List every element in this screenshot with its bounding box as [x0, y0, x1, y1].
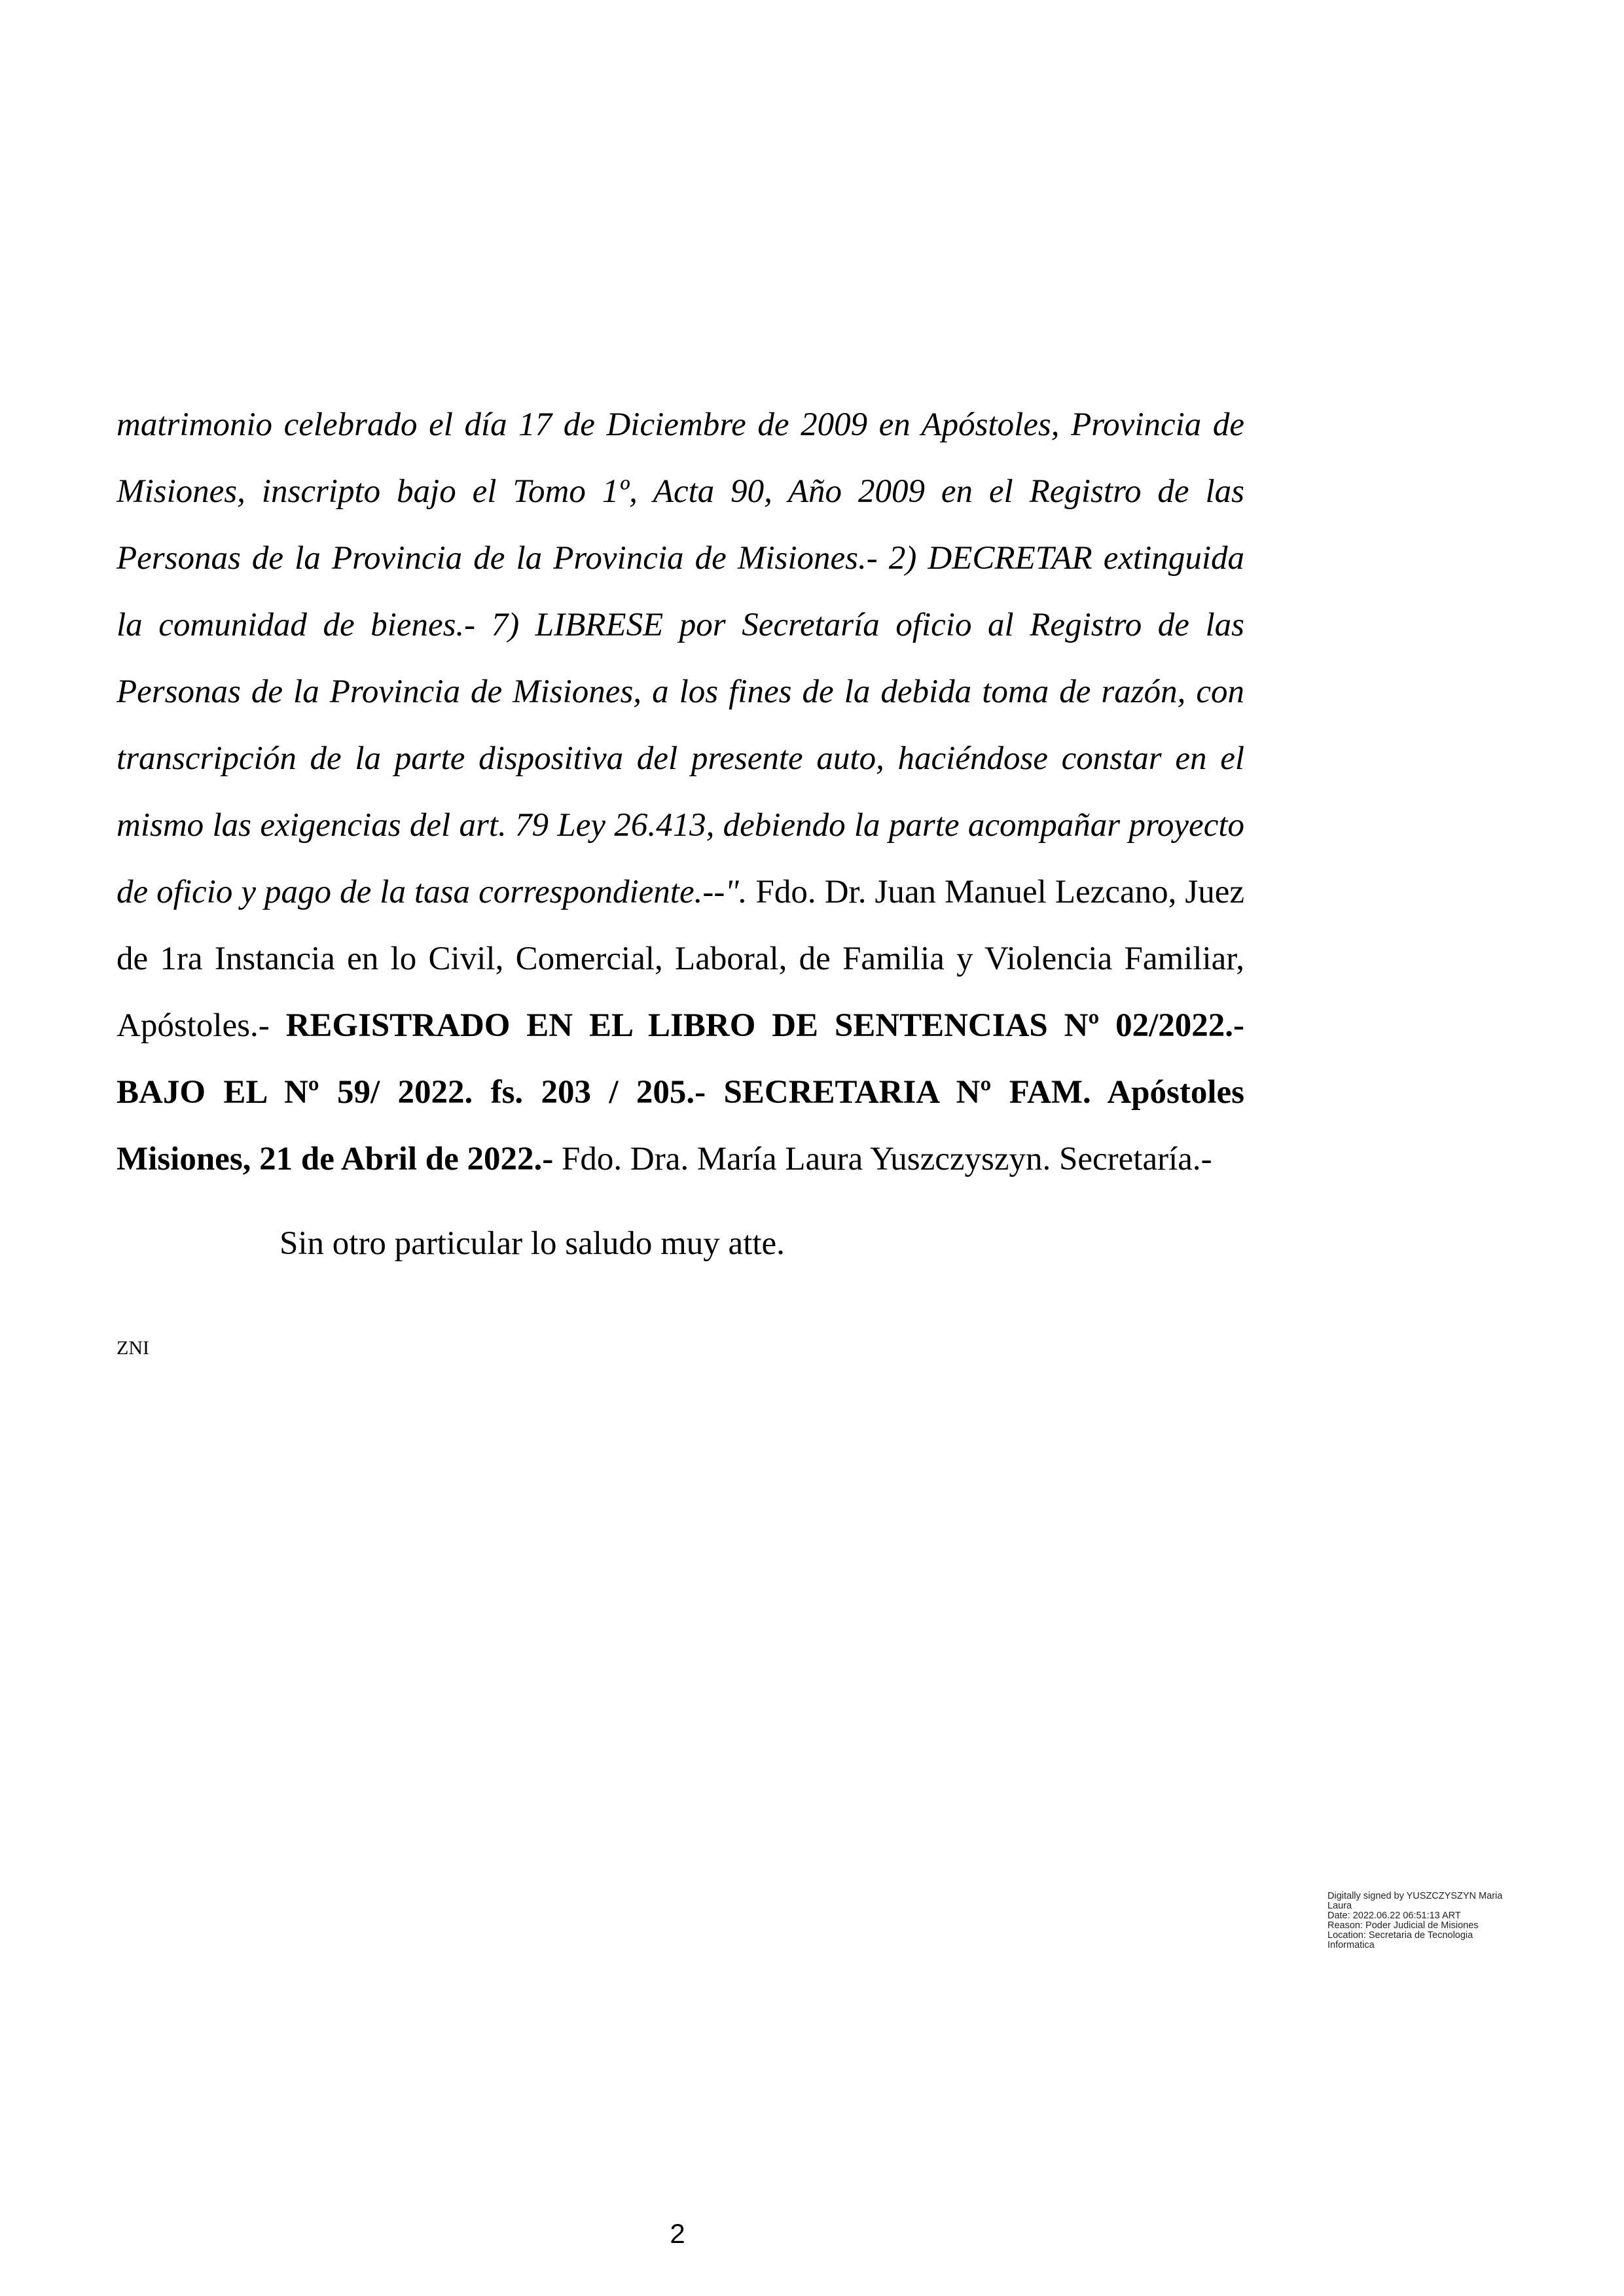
- signature-reason: Reason: Poder Judicial de Misiones: [1327, 1920, 1479, 1931]
- judge-signature-text: Fdo. Dr. Juan Manuel Lezcano, Juez de 1ra Instancia en lo Civil, Comercial, Laboral, de Familia y Violencia Familiar, Apóstoles.-: [117, 874, 1244, 1044]
- quoted-resolution-text: matrimonio celebrado el día 17 de Diciembre de 2009 en Apóstoles, Provincia de Misiones, inscripto bajo el Tomo 1º, Acta 90, Año 2009 en el Registro de las Personas de la Provincia de la Provincia de Misiones.- 2) DECRETAR extinguida la comunidad de bienes.- 7) LIBRESE por Secretaría oficio al Registro de las Personas de la Provincia de Misiones, a los fines de la debida toma de razón, con transcripción de la parte dispositiva del presente auto, haciéndose constar en el mismo las exigencias del art. 79 Ley 26.413, debiendo la parte acompañar proyecto de oficio y pago de la tasa correspondiente.--".: [117, 406, 1244, 910]
- author-initials: ZNI: [117, 1337, 149, 1359]
- secretary-signature-text: Fdo. Dra. María Laura Yuszczyszyn. Secretaría.-: [553, 1141, 1212, 1177]
- signature-signed-by: Digitally signed by YUSZCZYSZYN Maria: [1327, 1891, 1503, 1901]
- closing-line: Sin otro particular lo saludo muy atte.: [280, 1225, 785, 1262]
- digital-signature-block: [1327, 1892, 1537, 1950]
- signature-date: Date: 2022.06.22 06:51:13 ART: [1327, 1910, 1461, 1921]
- signature-signed-by-cont: Laura: [1327, 1901, 1352, 1911]
- signature-location: Location: Secretaria de Tecnologia: [1327, 1930, 1473, 1941]
- signature-location-cont: Informatica: [1327, 1940, 1375, 1950]
- registration-text: REGISTRADO EN EL LIBRO DE SENTENCIAS Nº 02/2022.- BAJO EL Nº 59/ 2022. fs. 203 / 205.- SECRETARIA Nº FAM. Apóstoles Misiones, 21 de Abril de 2022.-: [117, 1007, 1245, 1177]
- body-paragraph: [117, 391, 1244, 1193]
- page-number: 2: [670, 2218, 685, 2249]
